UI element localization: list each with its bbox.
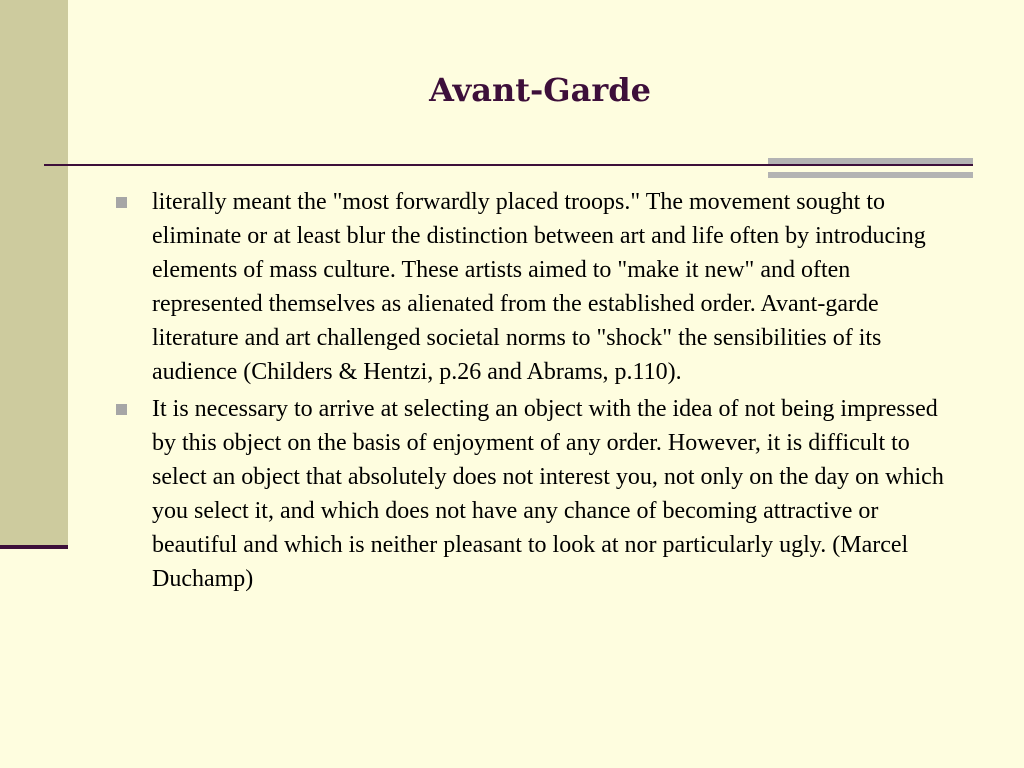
square-bullet-icon (116, 404, 127, 415)
left-band-divider (0, 545, 68, 549)
bullet-text: It is necessary to arrive at selecting an object with the idea of not being impressed by this object on the basis of enjoyment of any order. However, it is difficult to select an object that absolutely does not interest you, not only on the day on which you select it, and which does not have any chance of becoming attractive or beautiful and which is neither pleasant to look at nor particularly ugly. (Marcel Duchamp) (152, 396, 944, 592)
left-decorative-band (0, 0, 68, 545)
bullet-text: literally meant the "most forwardly placed troops." The movement sought to eliminate or at least blur the distinction between art and life often by introducing elements of mass culture. These artists aimed to "make it new" and often represented themselves as alienated from the established order. Avant-garde literature and art challenged societal norms to "shock" the sensibilities of its audience (Childers & Hentzi, p.26 and Abrams, p.110). (152, 189, 926, 385)
decorative-gray-bar-bottom (768, 172, 973, 178)
bullet-list (112, 185, 962, 599)
bullet-item-1 (112, 185, 962, 389)
bullet-item-2 (112, 392, 962, 596)
square-bullet-icon (116, 197, 127, 208)
title-divider (44, 164, 770, 166)
slide-title: Avant-Garde (429, 71, 651, 109)
title-divider-right (768, 164, 973, 166)
